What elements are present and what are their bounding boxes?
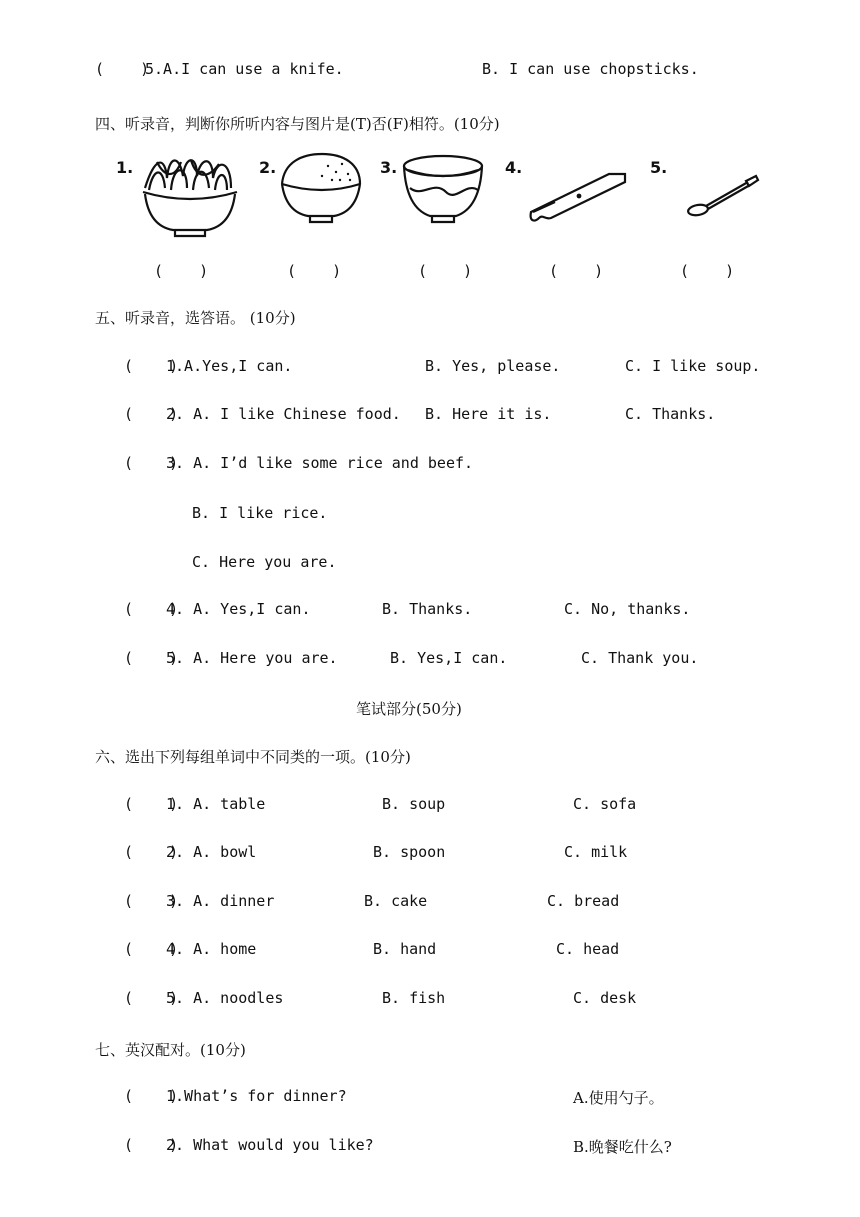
match-option: B.晚餐吃什么? xyxy=(573,1138,672,1156)
option-b: B. Yes, please. xyxy=(425,357,561,375)
option-c: C. milk xyxy=(564,843,628,861)
option-c: C. No, thanks. xyxy=(564,600,691,618)
answer-blank[interactable]: ( ) xyxy=(124,892,179,910)
option-c: C. bread xyxy=(547,892,620,910)
answer-blank[interactable]: ( ) xyxy=(95,60,150,78)
option-b: B. I like rice. xyxy=(192,504,328,522)
picture-number: 3. xyxy=(380,158,398,177)
option-b: B. spoon xyxy=(373,843,446,861)
question-text: 5. A. Here you are. xyxy=(166,649,338,667)
option-b: B. Here it is. xyxy=(425,405,552,423)
option-b: B. Yes,I can. xyxy=(390,649,508,667)
answer-blank[interactable]: ( ) xyxy=(124,649,179,667)
question-text: 2. A. I like Chinese food. xyxy=(166,405,401,423)
question-text: 1.What’s for dinner? xyxy=(166,1087,347,1105)
section-heading: 四、听录音，判断你所听内容与图片是(T)否(F)相符。(10分) xyxy=(95,115,500,133)
option-b: B. fish xyxy=(382,989,446,1007)
match-option: A.使用勺子。 xyxy=(573,1089,664,1107)
option-c: C. Thank you. xyxy=(581,649,699,667)
soup-bowl-icon xyxy=(400,152,486,224)
answer-blank[interactable]: ( ) xyxy=(124,454,179,472)
question-text: 3. A. I’d like some rice and beef. xyxy=(166,454,474,472)
option-c: C. Here you are. xyxy=(192,553,337,571)
answer-blank[interactable]: ( ) xyxy=(680,262,735,280)
question-text: 4. A. Yes,I can. xyxy=(166,600,311,618)
answer-blank[interactable]: ( ) xyxy=(287,262,342,280)
section-heading: 五、听录音，选答语。 (10分) xyxy=(95,309,296,327)
question-text: 2. A. bowl xyxy=(166,843,257,861)
option-b: B. cake xyxy=(364,892,428,910)
spoon-icon xyxy=(686,172,762,222)
answer-blank[interactable]: ( ) xyxy=(124,405,179,423)
question-text: 5. A. noodles xyxy=(166,989,284,1007)
answer-blank[interactable]: ( ) xyxy=(549,262,604,280)
answer-blank[interactable]: ( ) xyxy=(124,1136,179,1154)
question-text: 5.A.I can use a knife. xyxy=(145,60,344,78)
answer-blank[interactable]: ( ) xyxy=(124,795,179,813)
answer-blank[interactable]: ( ) xyxy=(124,989,179,1007)
answer-blank[interactable]: ( ) xyxy=(124,1087,179,1105)
answer-blank[interactable]: ( ) xyxy=(124,940,179,958)
rice-bowl-icon xyxy=(278,150,364,224)
picture-number: 2. xyxy=(259,158,277,177)
answer-blank[interactable]: ( ) xyxy=(418,262,473,280)
section-heading: 七、英汉配对。(10分) xyxy=(95,1041,246,1059)
option-b: B. I can use chopsticks. xyxy=(482,60,699,78)
part-title: 笔试部分(50分) xyxy=(356,700,462,718)
answer-blank[interactable]: ( ) xyxy=(124,357,179,375)
section-heading: 六、选出下列每组单词中不同类的一项。(10分) xyxy=(95,748,411,766)
noodles-bowl-icon xyxy=(135,148,245,240)
option-c: C. I like soup. xyxy=(625,357,761,375)
question-text: 2. What would you like? xyxy=(166,1136,374,1154)
option-c: C. head xyxy=(556,940,620,958)
option-b: B. Thanks. xyxy=(382,600,473,618)
picture-number: 1. xyxy=(116,158,134,177)
question-text: 3. A. dinner xyxy=(166,892,275,910)
option-b: B. hand xyxy=(373,940,437,958)
question-text: 1.A.Yes,I can. xyxy=(166,357,293,375)
answer-blank[interactable]: ( ) xyxy=(124,600,179,618)
picture-number: 5. xyxy=(650,158,668,177)
question-text: 1. A. table xyxy=(166,795,266,813)
picture-number: 4. xyxy=(505,158,523,177)
answer-blank[interactable]: ( ) xyxy=(154,262,209,280)
question-text: 4. A. home xyxy=(166,940,257,958)
option-c: C. Thanks. xyxy=(625,405,716,423)
option-c: C. desk xyxy=(573,989,637,1007)
option-b: B. soup xyxy=(382,795,446,813)
knife-icon xyxy=(525,168,629,226)
option-c: C. sofa xyxy=(573,795,637,813)
answer-blank[interactable]: ( ) xyxy=(124,843,179,861)
